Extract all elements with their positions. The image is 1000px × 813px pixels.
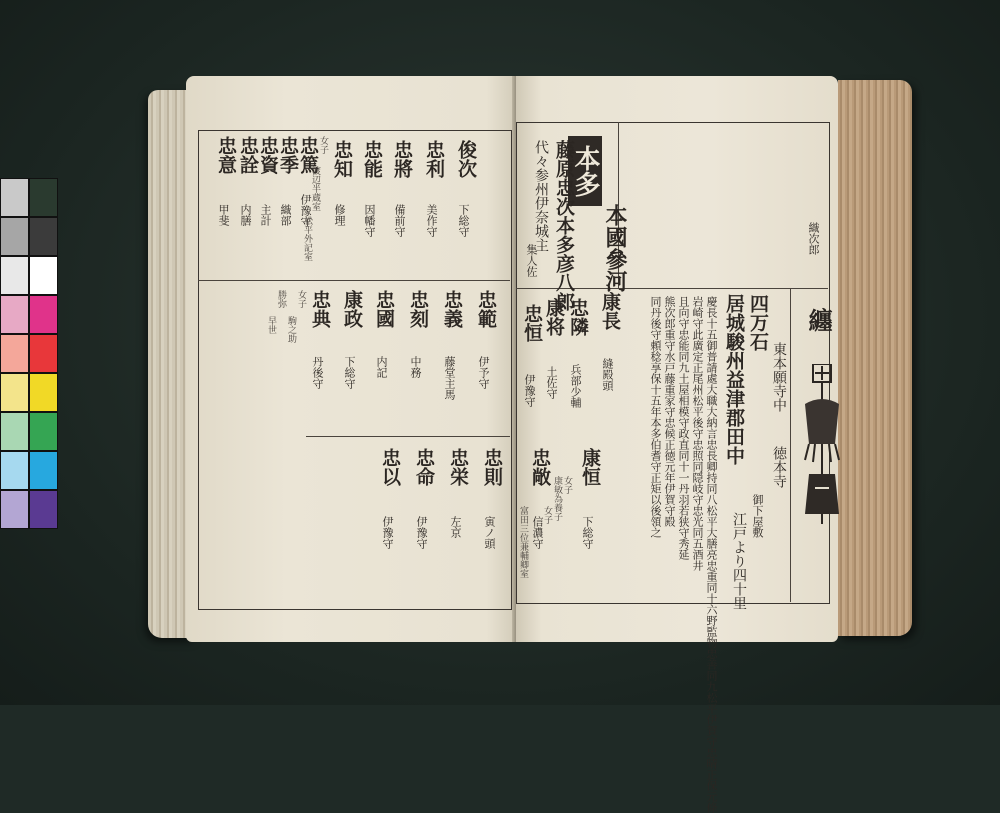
head-title-1: 美作守 (425, 204, 438, 237)
left-page (186, 76, 520, 642)
color-swatch (0, 373, 29, 412)
color-swatch (0, 178, 29, 217)
history-text-1: 慶長十五御普請處大職大納言忠長卿持同八松平大膳亮忠重同十六野監物忠善同九松平伊賀守忠晴正保元條 (705, 296, 718, 813)
color-swatch (29, 373, 58, 412)
lower-head-3: 忠刻 (407, 290, 429, 328)
bottom-head-2: 忠栄 (447, 448, 469, 486)
crest-standard-icon (795, 364, 849, 524)
note-0: 女子 (318, 136, 328, 154)
side-title-0: 甲斐 (217, 204, 230, 226)
distance: 江戸より四十里 (731, 512, 747, 610)
open-book (148, 76, 912, 813)
family-name-box: 本多 (568, 136, 602, 206)
color-swatch (29, 295, 58, 334)
history-text-5: 同丹後守頼稔享保十五年本多伯耆守正矩以後領之 (649, 296, 662, 538)
head-name-2: 忠將 (391, 140, 413, 178)
color-calibration-strip (0, 178, 58, 530)
head-title-0: 下総守 (457, 204, 470, 237)
color-swatch (29, 217, 58, 256)
bottom-title-2: 左京 (449, 516, 462, 538)
lower-title-0: 丹後守 (311, 356, 324, 389)
book-right-edge (838, 80, 912, 636)
son-title-4: 下総守 (581, 516, 594, 549)
temple-2: 徳本寺 (771, 446, 787, 488)
residence: 居城駿州益津郡田中 (723, 294, 745, 465)
color-swatch (0, 256, 29, 295)
history-text-2: 岩崎守此廣定正尾州松平後守忠照同隠岐守忠光同五酒井 (691, 296, 704, 571)
color-swatch (0, 334, 29, 373)
side-title-4: 伊豫守 (299, 194, 312, 227)
color-swatch (29, 256, 58, 295)
son-1: 忠隣 (567, 298, 589, 336)
color-swatch (29, 334, 58, 373)
side-name-3: 忠季 (277, 136, 299, 174)
son-title-1: 兵部少輔 (569, 364, 582, 408)
origin-text: 代々参州伊奈城主 (533, 140, 549, 252)
wife-1: 康敏為養子 (552, 476, 562, 521)
side-title-3: 織部 (279, 204, 292, 226)
bottom-title-3: 寅ノ頭 (483, 516, 496, 549)
history-text-4: 熊次郎重守水戸藤重家守忠候正徳元年伊賀守殿 (663, 296, 676, 527)
history-text-3: 且向守忠能同九土屋相模守政直同十一丹羽若狭守秀延 (677, 296, 690, 560)
note-5: 勝弥 (276, 290, 286, 308)
son-3: 忠恒 (521, 304, 543, 342)
side-name-1: 忠詮 (237, 136, 259, 174)
side-name-4: 忠篤 (297, 136, 319, 174)
bottom-title-1: 伊豫守 (415, 516, 428, 549)
rank: 四万石 (747, 294, 769, 351)
lower-head-5: 忠範 (475, 290, 497, 328)
lower-title-1: 下総守 (343, 356, 356, 389)
temple: 東本願寺中 (771, 342, 787, 412)
son-title-0: 縫殿頭 (601, 358, 614, 391)
son-title-2: 土佐守 (545, 366, 558, 399)
son-0: 康長 (599, 292, 621, 330)
color-swatch (0, 451, 29, 490)
kamon-label: 纏 (804, 308, 833, 332)
wife-3: 富田三位兼輔卿室 (518, 506, 528, 578)
son-2: 康将 (543, 298, 565, 336)
head-name-0: 俊次 (455, 140, 477, 178)
color-swatch (0, 217, 29, 256)
corner-label: 織次郎 (807, 222, 820, 255)
lower-head-0: 忠典 (309, 290, 331, 328)
head-title-2: 備前守 (393, 204, 406, 237)
note-6: 早世 (266, 316, 276, 334)
wife-0: 女子 (562, 476, 572, 494)
note-1: 渡辺半蔵室 (310, 166, 320, 211)
lower-title-3: 中務 (409, 356, 422, 378)
son-4: 康恒 (579, 448, 601, 486)
bottom-head-1: 忠命 (413, 448, 435, 486)
note-4: 駒之助 (286, 316, 296, 343)
color-swatch (0, 412, 29, 451)
son-title-3: 伊豫守 (523, 374, 536, 407)
note-2: 松平外記室 (302, 216, 312, 261)
son-title-5: 信濃守 (531, 516, 544, 549)
bottom-head-3: 忠則 (481, 448, 503, 486)
lower-title-2: 内記 (375, 356, 388, 378)
lower-title-4: 藤堂主馬 (443, 356, 456, 400)
bottom-head-0: 忠以 (379, 448, 401, 486)
lower-head-1: 康政 (341, 290, 363, 328)
head-name-1: 忠利 (423, 140, 445, 178)
side-name-2: 忠資 (257, 136, 279, 174)
side-title-2: 主計 (259, 204, 272, 226)
color-swatch (0, 490, 29, 529)
color-swatch (29, 178, 58, 217)
founder-name: 藤原忠次本多彦八郎 (553, 140, 575, 311)
head-title-4: 修理 (333, 204, 346, 226)
home-province: 本國參河 (602, 204, 628, 292)
side-name-0: 忠意 (215, 136, 237, 174)
yashiki: 御下屋敷 (751, 494, 764, 538)
side-title-1: 内膳 (239, 204, 252, 226)
son-5: 忠敞 (529, 448, 551, 486)
head-title-3: 因幡守 (363, 204, 376, 237)
color-swatch (29, 490, 58, 529)
note-3: 女子 (296, 290, 306, 308)
bottom-title-0: 伊豫守 (381, 516, 394, 549)
color-swatch (29, 451, 58, 490)
head-name-3: 忠能 (361, 140, 383, 178)
head-name-4: 忠知 (331, 140, 353, 178)
wife-2: 女子 (542, 506, 552, 524)
lower-head-2: 忠國 (373, 290, 395, 328)
lower-head-4: 忠義 (441, 290, 463, 328)
color-swatch (29, 412, 58, 451)
color-swatch (0, 295, 29, 334)
founder-note: 集人佐 (525, 244, 538, 277)
lower-title-5: 伊予守 (477, 356, 490, 389)
